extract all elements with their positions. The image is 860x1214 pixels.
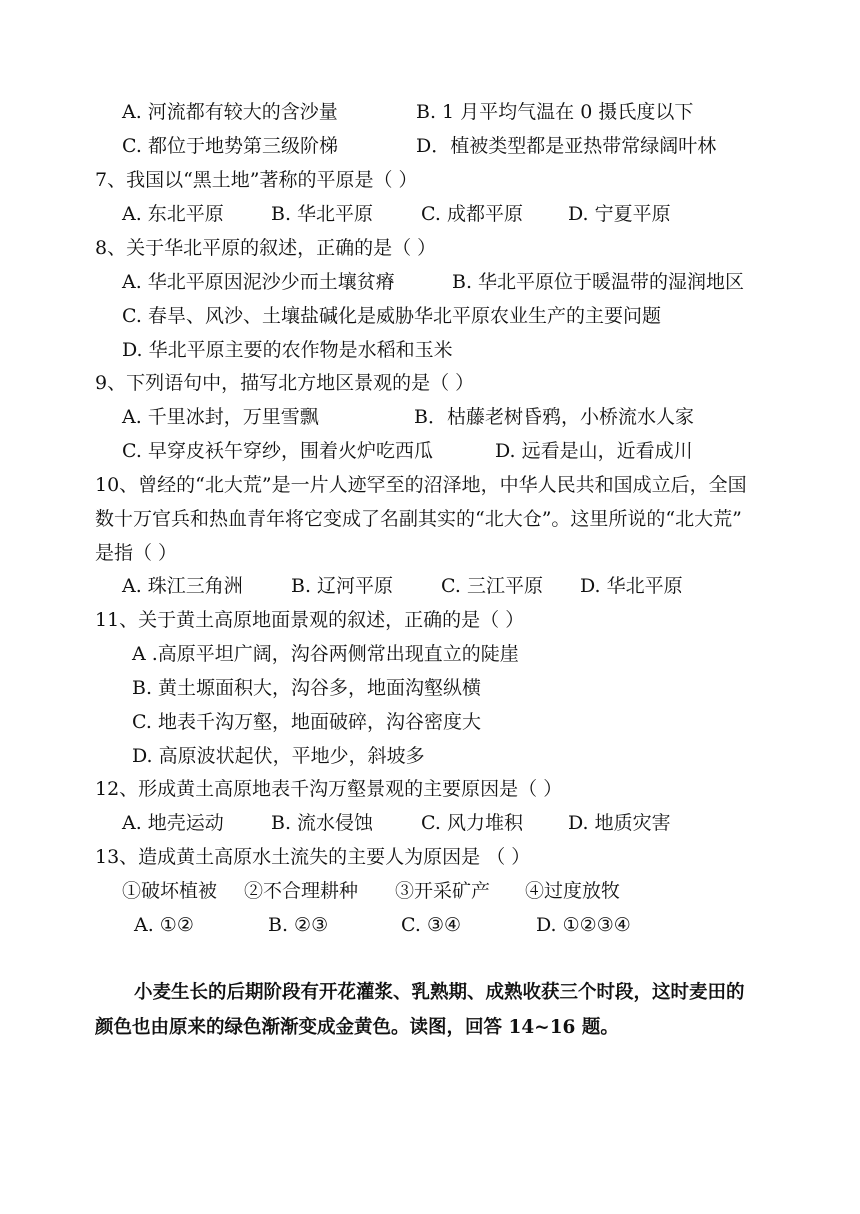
q9-option-c: C. 早穿皮袄午穿纱，围着火炉吃西瓜 [122,440,433,462]
q9-stem: 9、下列语句中，描写北方地区景观的是（ ） [95,372,475,394]
q6-option-a: A. 河流都有较大的含沙量 [122,101,338,123]
q13-item-3: ③开采矿产 [395,880,491,902]
q10-option-d: D. 华北平原 [580,575,683,597]
q12-option-a: A. 地壳运动 [122,812,224,834]
q6-option-d: D．植被类型都是亚热带常绿阔叶林 [416,135,717,157]
q11-option-b: B. 黄土塬面积大，沟谷多，地面沟壑纵横 [132,677,482,699]
q11-option-c: C. 地表千沟万壑，地面破碎，沟谷密度大 [132,711,481,733]
q9-option-b: B．枯藤老树昏鸦，小桥流水人家 [414,406,694,428]
q8-option-a: A. 华北平原因泥沙少而土壤贫瘠 [122,271,395,293]
q10-stem-line3: 是指（ ） [95,542,178,564]
q9-option-a: A. 千里冰封，万里雪飘 [122,406,319,428]
q7-option-a: A. 东北平原 [122,203,224,225]
q10-option-c: C. 三江平原 [441,575,543,597]
q13-option-c: C. ③④ [401,914,462,936]
q7-stem: 7、我国以“黑土地”著称的平原是（ ） [95,169,418,191]
q8-option-c: C. 春旱、风沙、土壤盐碱化是威胁华北平原农业生产的主要问题 [122,305,661,327]
q10-option-b: B. 辽河平原 [291,575,394,597]
q13-stem: 13、造成黄土高原水土流失的主要人为原因是 （ ） [95,846,531,868]
q13-item-4: ④过度放牧 [525,880,621,902]
q10-stem-line2: 数十万官兵和热血青年将它变成了名副其实的“北大仓”。这里所说的“北大荒” [95,508,742,530]
q7-option-b: B. 华北平原 [271,203,374,225]
q11-option-a: A .高原平坦广阔，沟谷两侧常出现直立的陡崖 [132,643,519,665]
q13-item-1: ①破坏植被 [122,880,218,902]
q13-option-d: D. ①②③④ [536,914,631,936]
q6-option-b: B. 1 月平均气温在 0 摄氏度以下 [416,101,694,123]
passage-line2: 颜色也由原来的绿色渐渐变成金黄色。读图，回答 14~16 题。 [95,1017,619,1038]
q8-stem: 8、关于华北平原的叙述，正确的是（ ） [95,237,437,259]
q13-option-a: A. ①② [134,914,194,936]
q7-option-d: D. 宁夏平原 [568,203,671,225]
q11-option-d: D. 高原波状起伏，平地少，斜坡多 [132,745,425,767]
q8-option-d: D. 华北平原主要的农作物是水稻和玉米 [122,339,453,361]
passage-line1: 小麦生长的后期阶段有开花灌浆、乳熟期、成熟收获三个时段，这时麦田的 [134,982,745,1003]
q12-option-d: D. 地质灾害 [568,812,671,834]
q6-option-c: C. 都位于地势第三级阶梯 [122,135,338,157]
q11-stem: 11、关于黄土高原地面景观的叙述，正确的是（ ） [95,609,525,631]
q12-option-b: B. 流水侵蚀 [271,812,374,834]
q13-option-b: B. ②③ [268,914,329,936]
q8-option-b: B. 华北平原位于暖温带的湿润地区 [452,271,745,293]
q13-item-2: ②不合理耕种 [244,880,359,902]
q10-option-a: A. 珠江三角洲 [122,575,243,597]
q9-option-d: D. 远看是山，近看成川 [495,440,693,462]
q10-stem-line1: 10、曾经的“北大荒”是一片人迹罕至的沼泽地，中华人民共和国成立后，全国 [95,474,747,496]
q12-option-c: C. 风力堆积 [421,812,523,834]
q12-stem: 12、形成黄土高原地表千沟万壑景观的主要原因是（ ） [95,778,563,800]
q7-option-c: C. 成都平原 [421,203,523,225]
